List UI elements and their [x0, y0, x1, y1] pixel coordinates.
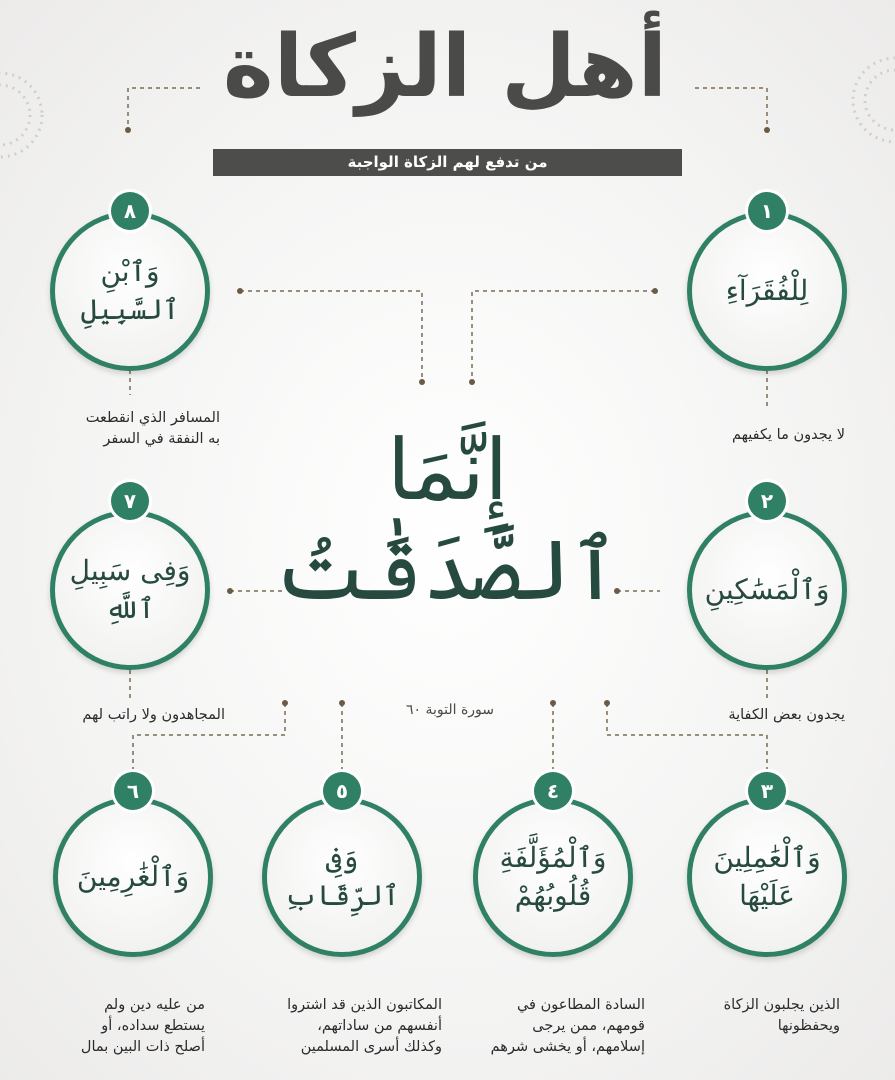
category-circle-6: [53, 797, 213, 957]
category-badge: ٣: [748, 772, 786, 810]
category-word: وَٱلْغَٰرِمِينَ: [76, 860, 190, 894]
category-word: وَٱلْمَسَٰكِينِ: [704, 573, 830, 607]
category-description: لا يجدون ما يكفيهم: [731, 427, 845, 443]
page-title: أهل الزكاة: [222, 17, 668, 117]
category-circle-3: [687, 797, 847, 957]
category-badge: ٤: [534, 772, 572, 810]
category-word: وَٱلْمُؤَلَّفَةِ قُلُوبُهُمْ: [499, 841, 607, 912]
category-description: المسافر الذي انقطعت به النفقة في السفر: [85, 410, 220, 447]
subtitle-bar: من تدفع لهم الزكاة الواجبة: [213, 149, 682, 176]
category-badge: ٨: [111, 192, 149, 230]
category-description: المجاهدون ولا راتب لهم: [82, 707, 225, 723]
category-badge: ٦: [114, 772, 152, 810]
category-circle-1: [687, 211, 847, 371]
category-badge: ١: [748, 192, 786, 230]
category-badge: ٧: [111, 482, 149, 520]
category-description: المكاتبون الذين قد اشتروا أنفسهم من ساداتهم، وكذلك أسرى المسلمين: [287, 997, 442, 1055]
category-circle-5: [262, 797, 422, 957]
category-word: وَٱلْعَٰمِلِينَ عَلَيْهَا: [713, 841, 821, 912]
category-description: الذين يجلبون الزكاة ويحفظونها: [723, 997, 840, 1034]
surah-reference: سورة التوبة ٦٠: [405, 702, 495, 718]
category-badge: ٥: [323, 772, 361, 810]
category-circle-8: [50, 211, 210, 371]
category-circle-4: [473, 797, 633, 957]
category-word: لِلْفُقَرَآءِ: [725, 274, 809, 308]
category-description: السادة المطاعون في قومهم، ممن يرجى إسلامهم، أو يخشى شرهم: [490, 997, 645, 1055]
category-word: وَٱبْنِ ٱلسَّبِيلِ: [80, 255, 180, 326]
category-circle-2: [687, 510, 847, 670]
category-circle-7: [50, 510, 210, 670]
category-badge: ٢: [748, 482, 786, 520]
category-word: وَفِى سَبِيلِ ٱللَّهِ: [69, 554, 191, 625]
category-description: يجدون بعض الكفاية: [728, 707, 845, 723]
center-verse: إِنَّمَا ٱلصَّدَقَٰتُ: [275, 421, 620, 619]
category-word: وَفِى ٱلرِّقَابِ: [284, 841, 400, 912]
category-description: من عليه دين ولم يستطع سداده، أو أصلح ذات البين بمال: [80, 997, 205, 1055]
